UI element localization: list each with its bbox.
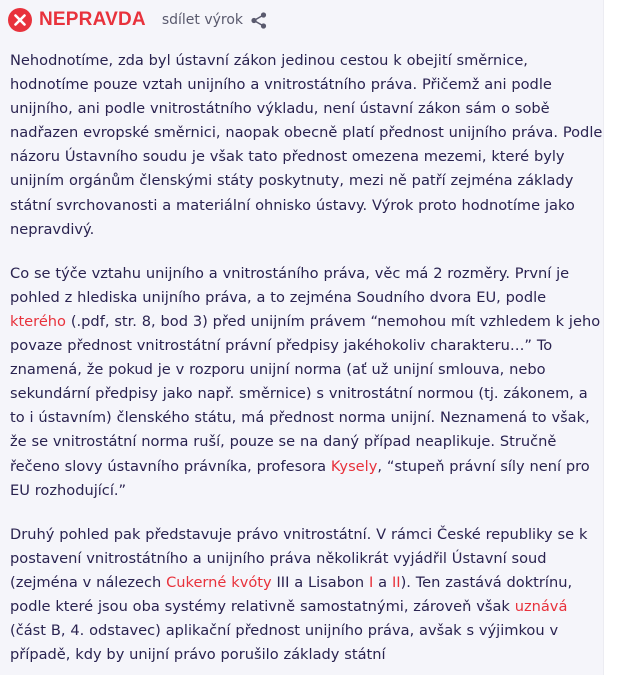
paragraph (10, 49, 604, 242)
paragraph-text: Co se týče vztahu unijního a vnitrostáního práva, věc má 2 rozměry. První je pohled z hlediska unijního práva, a to zejména Soudního dvora EU, podle (10, 264, 570, 306)
close-icon (8, 8, 32, 32)
paragraph-text: , “stupeň právní síly není pro EU rozhodující.” (10, 457, 590, 499)
share-icon[interactable] (251, 12, 267, 29)
source-link[interactable]: Cukerné kvóty (166, 573, 272, 591)
paragraph (10, 262, 604, 503)
share-button[interactable] (162, 12, 267, 29)
source-link[interactable]: II (391, 573, 401, 591)
verdict-label: NEPRAVDA (39, 9, 146, 30)
share-label[interactable]: sdílet výrok (161, 12, 244, 28)
verdict-bar (8, 6, 267, 34)
source-link[interactable]: uznává (514, 597, 568, 615)
paragraph-text: a (373, 573, 392, 591)
source-link[interactable]: Kysely (330, 457, 378, 475)
paragraph (10, 523, 604, 668)
source-link[interactable]: I (369, 573, 374, 591)
paragraph-text: ). Ten zastává doktrínu, podle které jsou oba systémy relativně samostatnými, zároveň však (10, 573, 573, 615)
paragraph-text: III a Lisabon (271, 573, 370, 591)
paragraph-text: (část B, 4. odstavec) aplikační přednost unijního práva, avšak s výjimkou v případě, kdy by unijní právo porušilo základy státní (10, 622, 559, 664)
source-link[interactable]: kterého (10, 312, 66, 330)
paragraph-text: Nehodnotíme, zda byl ústavní zákon jedinou cestou k obejití směrnice, hodnotíme pouze vztah unijního a vnitrostátního práva. Přičemž ani podle unijního, ani podle vnitrostátního výkladu, není ústavní zákon sám o sobě nadřazen evropské směrnici, naopak obecně platí přednost unijního práva. Podle názoru Ústavního soudu je však tato přednost omezena mezemi, které byly unijním orgánům členskými státy poskytnuty, mezi ně patří zejména základy státní svrchovanosti a materiální ohnisko ústavy. Výrok proto hodnotíme jako nepravdivý. (10, 52, 603, 238)
paragraph-text: (.pdf, str. 8, bod 3) před unijním právem “nemohou mít vzhledem k jeho povaze přednost vnitrostátní právní předpisy jakéhokoliv charakteru…” To znamená, že pokud je v rozporu unijní norma (ať už unijní smlouva, nebo sekundární předpisy jako např. směrnice) s vnitrostátní normou (tj. zákonem, a to i ústavním) členského státu, má přednost norma unijní. Neznamená to však, že se vnitrostátní norma ruší, pouze se na daný případ neaplikuje. Stručně řečeno slovy ústavního právníka, profesora (10, 312, 601, 475)
paragraph-text: Druhý pohled pak představuje právo vnitrostátní. V rámci České republiky se k postavení vnitrostátního a unijního práva několikrát vyjádřil Ústavní soud (zejména v nálezech (10, 525, 588, 591)
verdict-explanation (10, 49, 604, 675)
scrollbar[interactable] (603, 0, 619, 675)
